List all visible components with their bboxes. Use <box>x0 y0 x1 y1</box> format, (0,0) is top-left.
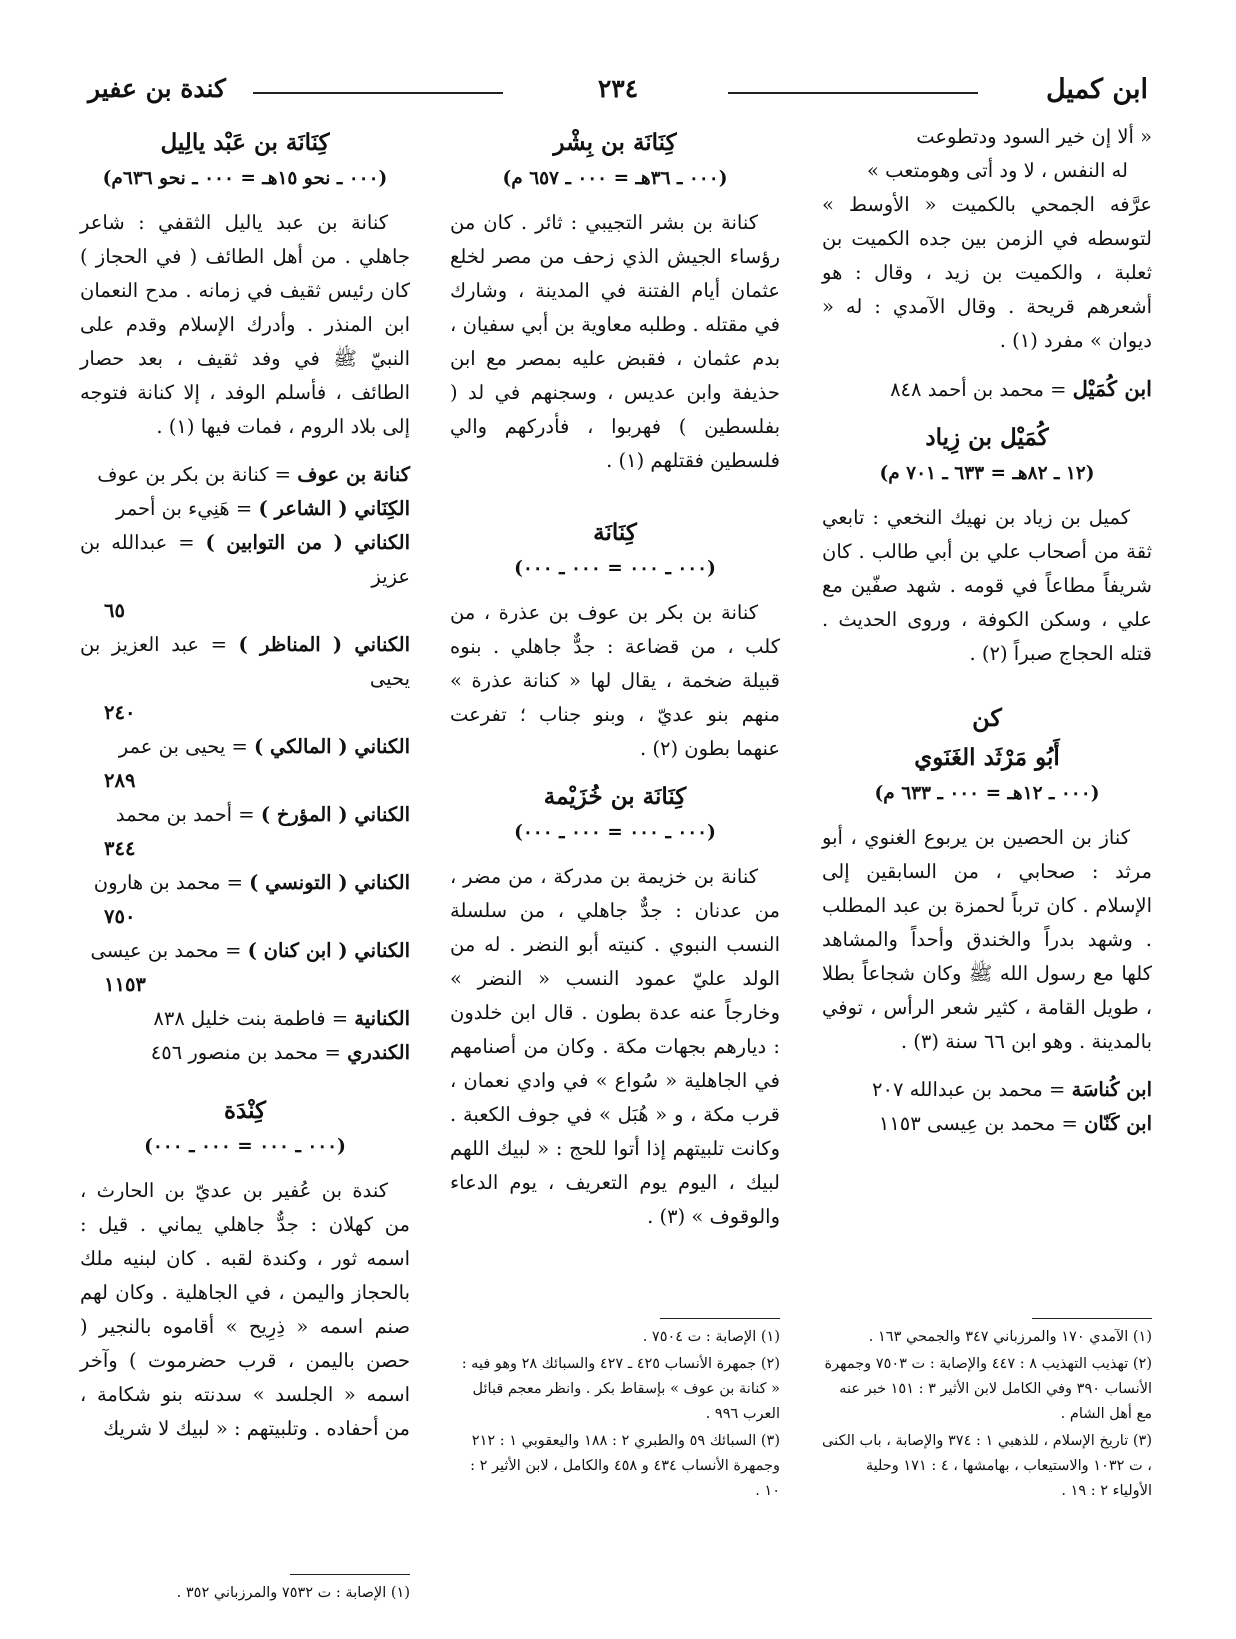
xref-name: الكناني ( المالكي ) <box>254 735 410 758</box>
entry-title: كِنَانَة بن خُزَيْمة <box>543 783 687 810</box>
xref-name: الكناني ( المناظر ) <box>238 633 410 656</box>
cross-reference <box>822 1073 1152 1107</box>
cross-reference <box>80 866 410 934</box>
cross-reference <box>80 492 410 526</box>
entry-dates: (٠٠٠ ـ ١٢هـ = ٠٠٠ ـ ٦٣٣ م) <box>874 783 1100 804</box>
xref-name: ابن كُمَيْل <box>1072 376 1152 401</box>
footnote: (٢) تهذيب التهذيب ٨ : ٤٤٧ والإصابة : ت ٧٥٠٣ وجمهرة الأنساب ٣٩٠ وفي الكامل لابن الأثير ٣ : ١٥١ خبر عنه مع أهل الشام . <box>824 1356 1152 1422</box>
cross-reference <box>80 526 410 628</box>
entry-dates: (٠٠٠ ـ ٠٠٠ = ٠٠٠ ـ ٠٠٠) <box>514 822 716 843</box>
xref-name: الكِنَاني ( الشاعر ) <box>258 497 410 520</box>
xref-target: = محمد بن عيسى <box>90 939 242 962</box>
xref-name: الكنانية <box>354 1007 410 1030</box>
poem-line-1: « ألا إن خير السود ودتطوعت <box>916 125 1152 148</box>
entry-title: كِنَانَة <box>593 519 637 546</box>
footnote: (١) الإصابة : ت ٧٥٣٢ والمرزباني ٣٥٢ . <box>176 1585 410 1601</box>
xref-name: الكناني ( التونسي ) <box>249 871 410 894</box>
running-title-right: ابن كميل <box>1045 74 1148 105</box>
xref-target: = عبد العزيز بن يحيى <box>80 633 410 690</box>
footnote: (٣) تاريخ الإسلام ، للذهبي ١ : ٣٧٤ والإصابة ، باب الكنى ، ت ١٠٣٢ والاستيعاب ، بهامشها ، ٤ : ١٧١ وحلية الأولياء ٢ : ١٩ . <box>822 1433 1152 1499</box>
xref-name: الكناني ( ابن كنان ) <box>247 939 410 962</box>
footnote: (١) الإصابة : ت ٧٥٠٤ . <box>642 1329 780 1345</box>
footnote: (٣) السبائك ٥٩ والطبري ٢ : ١٨٨ واليعقوبي ١ : ٢١٢ وجمهرة الأنساب ٤٣٤ و ٤٥٨ والكامل ، لابن الأثير ٢ : ١٠ . <box>470 1433 780 1499</box>
header-rule-right <box>728 92 978 94</box>
poem-line-2: له النفس ، لا ود أتى وهومتعب » <box>867 159 1128 182</box>
footnote: (٢) جمهرة الأنساب ٤٢٥ ـ ٤٢٧ والسبائك ٢٨ وهو فيه : « كنانة بن عوف » بإسقاط بكر . وانظر معجم قبائل العرب ٩٩٦ . <box>461 1356 780 1422</box>
cross-reference <box>80 798 410 866</box>
entry-dates: (١٢ ـ ٨٢هـ = ٦٣٣ ـ ٧٠١ م) <box>879 463 1095 484</box>
cross-reference <box>80 628 410 730</box>
footnote: (١) الآمدي ١٧٠ والمرزباني ٣٤٧ والجمحي ١٦٣ . <box>868 1329 1152 1345</box>
entry-dates: (٠٠٠ ـ ٠٠٠ = ٠٠٠ ـ ٠٠٠) <box>144 1136 346 1157</box>
entry-body: كندة بن عُفير بن عديّ بن الحارث ، من كهلان : جدٌّ جاهلي يماني . قيل : اسمه ثور ، وكندة لقبه . كان لبنيه ملك بالحجاز واليمن ، في الجاهلية . وكان لهم صنم اسمه « ذِرِيح » أقاموه بالنجير ( حصن باليمن ، قرب حضرموت ) وآخر اسمه « الجلسد » سدنته بنو شكامة ، من أحفاده . وتلبيتهم : « لبيك لا شريك <box>80 1179 410 1440</box>
xref-name: ابن كَنّان <box>1084 1112 1152 1135</box>
xref-name: الكناني ( المؤرخ ) <box>260 803 410 826</box>
entry-dates: (٠٠٠ ـ نحو ١٥هـ = ٠٠٠ ـ نحو ٦٣٦م) <box>102 168 388 189</box>
entry-body: كنانة بن عبد ياليل الثقفي : شاعر جاهلي . من أهل الطائف ( في الحجاز ) كان رئيس ثقيف في زمانه . مدح النعمان ابن المنذر . وأدرك الإسلام وقدم على النبيّ ﷺ في وفد ثقيف ، بعد حصار الطائف ، فأسلم الوفد ، إلا كنانة فتوجه إلى بلاد الروم ، فمات فيها (١) . <box>80 211 410 438</box>
xref-target: = محمد بن أحمد ٨٤٨ <box>890 378 1067 401</box>
entry-body: كنانة بن بكر بن عوف بن عذرة ، من كلب ، من قضاعة : جدٌّ جاهلي . بنوه قبيلة ضخمة ، يقال لها « كنانة عذرة » منهم بنو عديّ ، وبنو جناب ؛ تفرعت عنهما بطون (٢) . <box>450 601 780 760</box>
entry-title: كِنَانَة بن عَبْد يالِيل <box>160 129 330 156</box>
xref-target: = يحيى بن عمر <box>118 735 248 758</box>
footnote-rule <box>290 1574 410 1575</box>
column-middle <box>450 120 780 1248</box>
footnotes-right <box>822 1318 1152 1506</box>
cross-reference <box>822 1107 1152 1141</box>
entry-title: كِنَانَة بن بِشْر <box>553 129 677 156</box>
xref-target: = فاطمة بنت خليل ٨٣٨ <box>153 1007 349 1030</box>
xref-number: ٢٤٠ <box>104 701 136 724</box>
xref-target: = أحمد بن محمد <box>115 803 255 826</box>
entry-body: كميل بن زياد بن نهيك النخعي : تابعي ثقة من أصحاب علي بن أبي طالب . كان شريفاً مطاعاً في قومه . شهد صفّين مع علي ، وسكن الكوفة ، وروى الحديث . قتله الحجاج صبراً (٢) . <box>822 506 1152 665</box>
cross-reference <box>80 458 410 492</box>
cross-reference <box>80 934 410 1002</box>
xref-name: الكندري <box>347 1041 410 1064</box>
xref-target: = كنانة بن بكر بن عوف <box>97 463 292 486</box>
entry-title: كِنْدَة <box>223 1097 266 1124</box>
cross-reference <box>822 372 1152 407</box>
entry-body: كنانة بن بشر التجيبي : ثائر . كان من رؤساء الجيش الذي زحف من مصر لخلع عثمان أيام الفتنة في المدينة ، وشارك في مقتله . وطلبه معاوية بن أبي سفيان ، بدم عثمان ، فقبض عليه بمصر مع ابن حذيفة وابن عديس ، وسجنهم في لد ( بفلسطين ) فهربوا ، فأدركهم والي فلسطين فقتلهم (١) . <box>450 211 780 472</box>
header-rule-left <box>253 92 503 94</box>
cross-reference-list <box>80 458 410 1070</box>
entry-dates: (٠٠٠ ـ ٠٠٠ = ٠٠٠ ـ ٠٠٠) <box>514 558 716 579</box>
xref-number: ٧٥٠ <box>104 905 136 928</box>
cross-reference <box>80 1002 410 1036</box>
xref-target: = عبدالله بن عزيز <box>80 531 410 588</box>
xref-target: = محمد بن منصور ٤٥٦ <box>150 1041 341 1064</box>
footnote-rule <box>1032 1318 1152 1319</box>
entry-title: أَبُو مَرْثَد الغَنَوي <box>914 744 1060 771</box>
running-title-left: كندة بن عفير <box>88 74 226 103</box>
xref-name: كنانة بن عوف <box>297 463 410 486</box>
footnotes-left <box>80 1574 410 1608</box>
entry-body: كناز بن الحصين بن يربوع الغنوي ، أبو مرثد : صحابي ، من السابقين إلى الإسلام . كان ترباً لحمزة بن عبد المطلب . وشهد بدراً والخندق وأحداً والمشاهد كلها مع رسول الله ﷺ وكان شجاعاً بطلا ، طويل القامة ، كثير شعر الرأس ، توفي بالمدينة . وهو ابن ٦٦ سنة (٣) . <box>822 826 1152 1053</box>
xref-name: ابن كُناسَة <box>1071 1078 1152 1101</box>
column-left <box>80 120 410 1460</box>
xref-number: ٢٨٩ <box>104 769 136 792</box>
page-header <box>88 74 1148 114</box>
footnotes-middle <box>450 1318 780 1506</box>
column-right <box>822 120 1152 1141</box>
entry-title: كُمَيْل بن زِياد <box>925 424 1049 451</box>
xref-target: = محمد بن عبدالله ٢٠٧ <box>872 1078 1066 1101</box>
xref-number: ١١٥٣ <box>104 973 146 996</box>
page-number: ٢٣٤ <box>597 74 639 103</box>
footnote-rule <box>660 1318 780 1319</box>
entry-body: كنانة بن خزيمة بن مدركة ، من مضر ، من عدنان : جدٌّ جاهلي ، من سلسلة النسب النبوي . كنيته أبو النضر . له من الولد عليّ عمود النسب « النضر » وخارجاً عنه عدة بطون . قال ابن خلدون : ديارهم بجهات مكة . وكان من أصنامهم في الجاهلية « سُواع » في وادي نعمان ، قرب مكة ، و « هُبَل » في جوف الكعبة . وكانت تلبيتهم إذا أتوا للحج : « لبيك اللهم لبيك ، اليوم يوم التعريف ، يوم الدعاء والوقوف » (٣) . <box>450 865 780 1228</box>
xref-number: ٦٥ <box>104 599 125 622</box>
entry-paragraph: عرَّفه الجمحي بالكميت « الأوسط » لتوسطه في الزمن بين جده الكميت بن ثعلبة ، والكميت بن زيد ، وقال : هو أشعرهم قريحة . وقال الآمدي : له « ديوان » مفرد (١) . <box>822 193 1152 352</box>
xref-number: ٣٤٤ <box>104 837 136 860</box>
entry-dates: (٠٠٠ ـ ٣٦هـ = ٠٠٠ ـ ٦٥٧ م) <box>502 168 728 189</box>
xref-target: = محمد بن هارون <box>93 871 243 894</box>
xref-target: = هَنِيء بن أحمر <box>115 497 253 520</box>
cross-reference <box>80 1036 410 1070</box>
cross-reference <box>80 730 410 798</box>
xref-target: = محمد بن عِيسى ١١٥٣ <box>878 1112 1078 1135</box>
xref-name: الكناني ( من التوابين ) <box>205 531 410 554</box>
section-heading: كن <box>972 703 1002 732</box>
